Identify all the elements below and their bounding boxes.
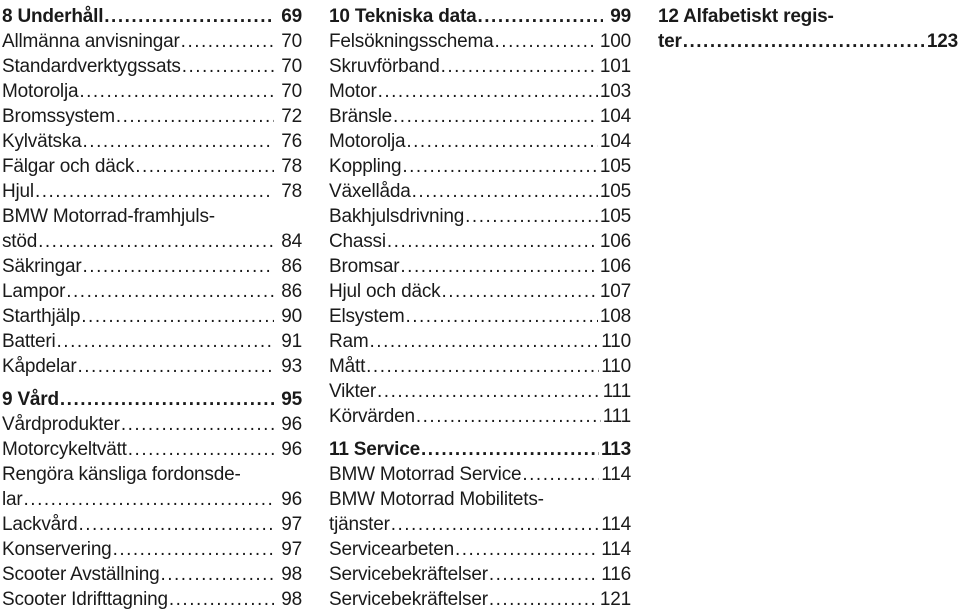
toc-entry-servicebekraftelser[interactable] [329, 562, 631, 587]
page-number: 114 [601, 514, 631, 535]
toc-entry-bmw-motorrad-mobilitets-tjanster[interactable] [329, 512, 631, 537]
toc-entry-hjul-och-dack[interactable] [329, 279, 631, 304]
dot-leader [406, 129, 598, 154]
toc-entry-sakringar[interactable] [2, 254, 302, 279]
entry-title: Servicebekräftelser [329, 589, 488, 610]
toc-entry-bromssystem[interactable] [2, 104, 302, 129]
page-number: 104 [599, 106, 631, 127]
toc-entry-skruvforband[interactable] [329, 54, 631, 79]
entry-title: Standardverktygssats [2, 56, 181, 77]
entry-title: Rengöra känsliga fordonsde- [2, 464, 241, 485]
page-number: 96 [281, 489, 302, 510]
entry-title-continuation: stöd [2, 231, 38, 252]
dot-leader [35, 179, 274, 204]
dot-leader [391, 512, 600, 537]
page-number: 93 [281, 356, 302, 377]
entry-title: Allmänna anvisningar [2, 31, 180, 52]
dot-leader [181, 29, 274, 54]
dot-leader [113, 537, 274, 562]
toc-entry-allmanna-anvisningar[interactable] [2, 29, 302, 54]
page-number: 99 [610, 6, 631, 27]
dot-leader [104, 4, 274, 29]
toc-entry-motorolja[interactable] [2, 79, 302, 104]
entry-title: Servicearbeten [329, 539, 454, 560]
toc-entry-bransle[interactable] [329, 104, 631, 129]
toc-entry-line-bmw-motorrad-mobilitets[interactable] [329, 487, 631, 512]
toc-entry-motor[interactable] [329, 79, 631, 104]
section-heading-12-alfabetiskt-regis-ter [658, 29, 958, 54]
toc-entry-bmw-motorrad-service[interactable] [329, 462, 631, 487]
section-heading-8-underhall [2, 4, 302, 29]
dot-leader [169, 587, 274, 612]
dot-leader [683, 29, 925, 54]
entry-title: Servicebekräftelser [329, 564, 488, 585]
entry-title: Konservering [2, 539, 112, 560]
dot-leader [81, 304, 274, 329]
entry-title: BMW Motorrad Mobilitets- [329, 489, 544, 510]
entry-title: Motorolja [2, 81, 79, 102]
page-number: 78 [281, 156, 302, 177]
dot-leader [405, 304, 597, 329]
toc-entry-motorolja[interactable] [329, 129, 631, 154]
dot-leader [79, 79, 274, 104]
page-number: 69 [281, 6, 302, 27]
toc-entry-bmw-motorrad-framhjuls-stod[interactable] [2, 229, 302, 254]
dot-leader [477, 4, 603, 29]
page-number: 90 [281, 306, 302, 327]
page-number: 114 [601, 464, 631, 485]
entry-title-continuation: tjänster [329, 514, 390, 535]
entry-title: Hjul [2, 181, 34, 202]
entry-title: Kåpdelar [2, 356, 77, 377]
page-number: 97 [281, 514, 302, 535]
section-title: 12 Alfabetiskt regis- [658, 6, 834, 27]
dot-leader [366, 354, 599, 379]
entry-title: Fälgar och däck [2, 156, 135, 177]
dot-leader [416, 404, 601, 429]
toc-entry-bakhjulsdrivning[interactable] [329, 204, 631, 229]
entry-title: Motor [329, 81, 377, 102]
page-number: 70 [281, 81, 302, 102]
toc-entry-vikter[interactable] [329, 379, 631, 404]
toc-entry-koppling[interactable] [329, 154, 631, 179]
toc-entry-korvarden[interactable] [329, 404, 631, 429]
entry-title: Bromsar [329, 256, 400, 277]
dot-leader [79, 512, 275, 537]
dot-leader [38, 229, 274, 254]
dot-leader [135, 154, 274, 179]
toc-entry-standardverktygssats[interactable] [2, 54, 302, 79]
entry-title: Chassi [329, 231, 386, 252]
page-number: 105 [599, 181, 631, 202]
entry-title: Lampor [2, 281, 66, 302]
page-number: 101 [599, 56, 631, 77]
entry-title: Skruvförband [329, 56, 440, 77]
dot-leader [57, 329, 274, 354]
dot-leader [441, 279, 597, 304]
toc-entry-vardprodukter[interactable] [2, 412, 302, 437]
entry-title: Starthjälp [2, 306, 81, 327]
page-number: 95 [281, 389, 302, 410]
page-number: 70 [281, 56, 302, 77]
entry-title: Koppling [329, 156, 402, 177]
entry-title: BMW Motorrad Service [329, 464, 522, 485]
dot-leader [377, 379, 601, 404]
page-number: 110 [601, 331, 631, 352]
page-number: 108 [599, 306, 631, 327]
dot-leader [24, 487, 274, 512]
page-number: 96 [281, 439, 302, 460]
toc-entry-kylvatska[interactable] [2, 129, 302, 154]
toc-entry-elsystem[interactable] [329, 304, 631, 329]
entry-title: Säkringar [2, 256, 82, 277]
page-number: 113 [600, 439, 631, 460]
dot-leader [77, 354, 274, 379]
page-number: 86 [281, 256, 302, 277]
page-number: 70 [281, 31, 302, 52]
entry-title: Elsystem [329, 306, 405, 327]
toc-entry-line-bmw-motorrad-framhjuls[interactable] [2, 204, 302, 229]
entry-title: Scooter Idrifttagning [2, 589, 168, 610]
toc-entry-batteri[interactable] [2, 329, 302, 354]
page-number: 96 [281, 414, 302, 435]
dot-leader [128, 437, 274, 462]
page-number: 116 [601, 564, 631, 585]
page-number: 111 [602, 381, 631, 402]
toc-entry-motorcykeltvatt[interactable] [2, 437, 302, 462]
page-number: 104 [599, 131, 631, 152]
section-heading-10-tekniska-data [329, 4, 631, 29]
page-number: 98 [281, 589, 302, 610]
section-heading-9-vard [2, 387, 302, 412]
page-number: 105 [599, 156, 631, 177]
page-number: 107 [599, 281, 631, 302]
toc-entry-lampor[interactable] [2, 279, 302, 304]
toc-entry-chassi[interactable] [329, 229, 631, 254]
toc-entry-scooter-idrifttagning[interactable] [2, 587, 302, 612]
entry-title: Motorolja [329, 131, 406, 152]
page-number: 105 [599, 206, 631, 227]
toc-entry-hjul[interactable] [2, 179, 302, 204]
section-title: 10 Tekniska data [329, 6, 477, 27]
toc-column-2 [329, 4, 631, 612]
dot-leader [400, 254, 598, 279]
dot-leader [489, 587, 598, 612]
dot-leader [121, 412, 274, 437]
entry-title: Kylvätska [2, 131, 82, 152]
toc-entry-konservering[interactable] [2, 537, 302, 562]
entry-title: Bränsle [329, 106, 393, 127]
entry-title: Batteri [2, 331, 56, 352]
toc-entry-falgar-och-dack[interactable] [2, 154, 302, 179]
page-number: 72 [281, 106, 302, 127]
page-number: 106 [599, 231, 631, 252]
section-heading-line-12-alfabetiskt-regis [658, 4, 958, 29]
toc-entry-felsokningsschema[interactable] [329, 29, 631, 54]
dot-leader [412, 179, 598, 204]
page-number: 121 [599, 589, 631, 610]
page-number: 106 [599, 256, 631, 277]
dot-leader [495, 29, 598, 54]
entry-title: Lackvård [2, 514, 78, 535]
toc-column-3 [658, 4, 958, 54]
dot-leader [83, 129, 274, 154]
toc-entry-kapdelar[interactable] [2, 354, 302, 379]
toc-entry-rengora-kansliga-fordonsde-lar[interactable] [2, 487, 302, 512]
entry-title: Scooter Avställning [2, 564, 160, 585]
entry-title: Ram [329, 331, 369, 352]
page-number: 100 [599, 31, 631, 52]
toc-entry-vaxellada[interactable] [329, 179, 631, 204]
toc-entry-scooter-avstallning[interactable] [2, 562, 302, 587]
page-number: 123 [926, 31, 958, 52]
dot-leader [522, 462, 599, 487]
dot-leader [387, 229, 598, 254]
section-title: 8 Underhåll [2, 6, 104, 27]
dot-leader [60, 387, 274, 412]
entry-title: Bromssystem [2, 106, 115, 127]
toc-entry-lackvard[interactable] [2, 512, 302, 537]
page-number: 110 [601, 356, 631, 377]
toc-entry-line-rengora-kansliga-fordonsde[interactable] [2, 462, 302, 487]
entry-title: Mått [329, 356, 366, 377]
page-number: 97 [281, 539, 302, 560]
dot-leader [489, 562, 599, 587]
section-heading-11-service [329, 437, 631, 462]
page-number: 91 [281, 331, 302, 352]
page-number: 103 [599, 81, 631, 102]
toc-entry-bromsar[interactable] [329, 254, 631, 279]
page-number: 86 [281, 281, 302, 302]
dot-leader [66, 279, 274, 304]
dot-leader [465, 204, 598, 229]
toc-entry-matt[interactable] [329, 354, 631, 379]
section-title-continuation: ter [658, 31, 682, 52]
dot-leader [160, 562, 274, 587]
page-number: 76 [281, 131, 302, 152]
page-number: 114 [601, 539, 631, 560]
entry-title: Körvärden [329, 406, 415, 427]
entry-title: Motorcykeltvätt [2, 439, 127, 460]
page-number: 111 [602, 406, 631, 427]
dot-leader [393, 104, 598, 129]
toc-entry-servicearbeten[interactable] [329, 537, 631, 562]
dot-leader [83, 254, 274, 279]
page-number: 84 [281, 231, 302, 252]
entry-title: Bakhjulsdrivning [329, 206, 465, 227]
dot-leader [421, 437, 599, 462]
entry-title: BMW Motorrad-framhjuls- [2, 206, 215, 227]
section-title: 9 Vård [2, 389, 59, 410]
entry-title: Felsökningsschema [329, 31, 494, 52]
dot-leader [402, 154, 598, 179]
toc-entry-ram[interactable] [329, 329, 631, 354]
entry-title-continuation: lar [2, 489, 23, 510]
toc-column-1 [2, 4, 302, 612]
dot-leader [441, 54, 598, 79]
toc-entry-starthjalp[interactable] [2, 304, 302, 329]
entry-title: Hjul och däck [329, 281, 441, 302]
entry-title: Vikter [329, 381, 377, 402]
entry-title: Vårdprodukter [2, 414, 120, 435]
dot-leader [370, 329, 600, 354]
dot-leader [116, 104, 274, 129]
dot-leader [378, 79, 598, 104]
page-number: 98 [281, 564, 302, 585]
dot-leader [455, 537, 599, 562]
dot-leader [182, 54, 274, 79]
toc-entry-servicebekraftelser[interactable] [329, 587, 631, 612]
page-number: 78 [281, 181, 302, 202]
entry-title: Växellåda [329, 181, 411, 202]
section-title: 11 Service [329, 439, 420, 460]
